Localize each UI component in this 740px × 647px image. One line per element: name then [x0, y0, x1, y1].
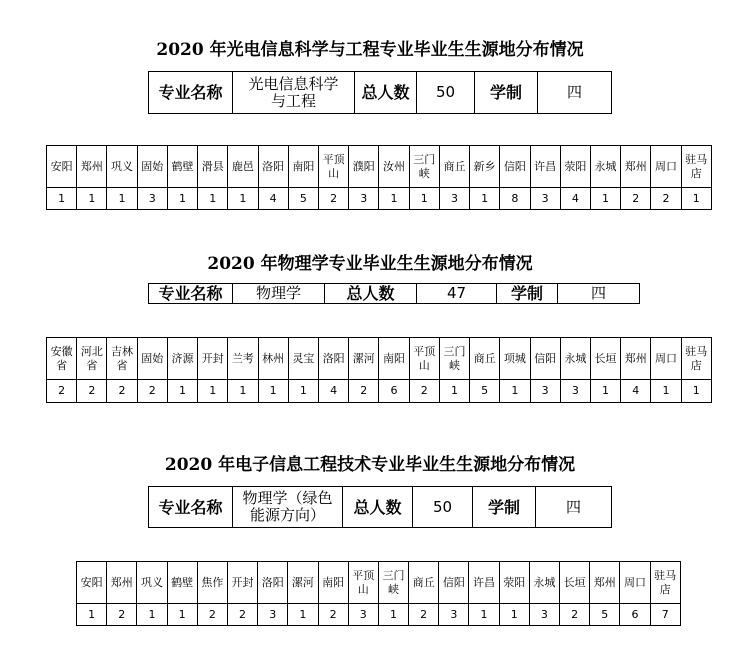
place-cell: 林州 [258, 338, 288, 380]
count-cell: 1 [378, 604, 408, 626]
count-cell: 8 [500, 188, 530, 210]
count-cell: 2 [621, 188, 651, 210]
count-cell: 3 [258, 604, 288, 626]
place-cell: 固始 [137, 338, 167, 380]
count-cell: 1 [107, 188, 137, 210]
place-cell: 永城 [560, 338, 590, 380]
place-row [77, 562, 681, 604]
place-cell: 洛阳 [258, 146, 288, 188]
place-cell: 商丘 [439, 146, 469, 188]
count-cell: 1 [288, 604, 318, 626]
place-cell: 南阳 [379, 338, 409, 380]
count-cell: 4 [560, 188, 590, 210]
place-cell: 永城 [590, 146, 620, 188]
count-cell: 7 [650, 604, 680, 626]
count-cell: 2 [318, 188, 348, 210]
place-cell: 荥阳 [560, 146, 590, 188]
count-cell: 1 [258, 380, 288, 403]
count-cell: 1 [77, 604, 107, 626]
place-cell: 南阳 [288, 146, 318, 188]
count-cell: 1 [469, 604, 499, 626]
count-cell: 2 [77, 380, 107, 403]
years-label: 学制 [473, 487, 536, 528]
count-cell: 1 [77, 188, 107, 210]
place-cell: 巩义 [107, 146, 137, 188]
count-cell: 1 [167, 188, 197, 210]
place-cell: 巩义 [137, 562, 167, 604]
count-cell: 2 [349, 380, 379, 403]
section-3-distribution-table [76, 561, 681, 626]
count-cell: 3 [560, 380, 590, 403]
major-label: 专业名称 [149, 284, 233, 304]
count-cell: 1 [590, 188, 620, 210]
count-cell: 1 [651, 380, 681, 403]
place-cell: 信阳 [439, 562, 469, 604]
count-cell: 2 [409, 604, 439, 626]
total-value: 50 [417, 72, 475, 114]
place-cell: 许昌 [530, 146, 560, 188]
place-cell: 长垣 [590, 338, 620, 380]
place-cell: 信阳 [530, 338, 560, 380]
count-cell: 1 [288, 380, 318, 403]
place-cell: 鹤壁 [167, 562, 197, 604]
place-cell: 三门峡 [439, 338, 469, 380]
count-cell: 3 [349, 188, 379, 210]
count-cell: 1 [47, 188, 77, 210]
count-row [77, 604, 681, 626]
section-1-info-table [148, 71, 612, 114]
place-cell: 郑州 [621, 146, 651, 188]
count-cell: 1 [167, 380, 197, 403]
count-cell: 1 [198, 188, 228, 210]
section-2-distribution-table [46, 337, 712, 403]
place-cell: 安阳 [77, 562, 107, 604]
place-cell: 驻马店 [681, 146, 711, 188]
place-cell: 平顶山 [348, 562, 378, 604]
count-cell: 6 [620, 604, 650, 626]
count-cell: 4 [258, 188, 288, 210]
place-cell: 平顶山 [409, 338, 439, 380]
place-cell: 漯河 [349, 338, 379, 380]
place-cell: 新乡 [470, 146, 500, 188]
count-cell: 1 [167, 604, 197, 626]
years-label: 学制 [497, 284, 558, 304]
count-cell: 6 [379, 380, 409, 403]
place-cell: 三门峡 [409, 146, 439, 188]
count-cell: 1 [228, 188, 258, 210]
place-cell: 平顶山 [318, 146, 348, 188]
place-cell: 郑州 [621, 338, 651, 380]
count-cell: 2 [197, 604, 227, 626]
section-3-info-table [148, 486, 612, 528]
place-cell: 永城 [529, 562, 559, 604]
place-cell: 郑州 [107, 562, 137, 604]
place-cell: 郑州 [590, 562, 620, 604]
place-cell: 长垣 [560, 562, 590, 604]
place-cell: 焦作 [197, 562, 227, 604]
major-value: 物理学 [233, 284, 325, 304]
total-label: 总人数 [343, 487, 413, 528]
count-cell: 2 [409, 380, 439, 403]
place-cell: 漯河 [288, 562, 318, 604]
section-1-title: 2020 年光电信息科学与工程专业毕业生生源地分布情况 [156, 40, 584, 60]
count-cell: 1 [137, 604, 167, 626]
years-value: 四 [538, 72, 612, 114]
place-cell: 开封 [198, 338, 228, 380]
place-cell: 荥阳 [499, 562, 529, 604]
count-cell: 5 [470, 380, 500, 403]
count-cell: 1 [379, 188, 409, 210]
place-cell: 固始 [137, 146, 167, 188]
place-cell: 吉林省 [107, 338, 137, 380]
place-cell: 项城 [500, 338, 530, 380]
count-cell: 5 [288, 188, 318, 210]
total-label: 总人数 [325, 284, 417, 304]
place-cell: 周口 [620, 562, 650, 604]
place-cell: 灵宝 [288, 338, 318, 380]
section-3-title: 2020 年电子信息工程技术专业毕业生生源地分布情况 [164, 455, 576, 475]
count-cell: 3 [348, 604, 378, 626]
major-label: 专业名称 [149, 72, 233, 114]
total-label: 总人数 [355, 72, 417, 114]
count-cell: 1 [228, 380, 258, 403]
count-cell: 1 [470, 188, 500, 210]
place-cell: 鹤壁 [167, 146, 197, 188]
count-cell: 5 [590, 604, 620, 626]
count-cell: 1 [409, 188, 439, 210]
place-cell: 兰考 [228, 338, 258, 380]
count-cell: 4 [318, 380, 348, 403]
count-row [47, 188, 712, 210]
place-row [47, 338, 712, 380]
place-cell: 洛阳 [258, 562, 288, 604]
count-cell: 3 [530, 188, 560, 210]
count-cell: 1 [681, 188, 711, 210]
place-cell: 驻马店 [650, 562, 680, 604]
count-cell: 1 [590, 380, 620, 403]
major-value: 物理学（绿色能源方向） [233, 487, 343, 528]
count-cell: 3 [530, 380, 560, 403]
count-cell: 3 [439, 188, 469, 210]
count-cell: 4 [621, 380, 651, 403]
years-label: 学制 [475, 72, 538, 114]
count-cell: 2 [560, 604, 590, 626]
count-cell: 3 [439, 604, 469, 626]
place-cell: 安阳 [47, 146, 77, 188]
total-value: 47 [417, 284, 497, 304]
years-value: 四 [536, 487, 612, 528]
section-2-title: 2020 年物理学专业毕业生生源地分布情况 [207, 254, 533, 274]
count-cell: 2 [318, 604, 348, 626]
count-cell: 1 [439, 380, 469, 403]
count-cell: 1 [198, 380, 228, 403]
count-cell: 2 [107, 604, 137, 626]
count-cell: 2 [227, 604, 257, 626]
place-cell: 南阳 [318, 562, 348, 604]
count-row [47, 380, 712, 403]
place-cell: 开封 [227, 562, 257, 604]
place-cell: 郑州 [77, 146, 107, 188]
place-cell: 鹿邑 [228, 146, 258, 188]
count-cell: 1 [681, 380, 711, 403]
major-value: 光电信息科学与工程 [233, 72, 355, 114]
count-cell: 2 [107, 380, 137, 403]
place-cell: 济源 [167, 338, 197, 380]
count-cell: 1 [500, 380, 530, 403]
place-cell: 安徽省 [47, 338, 77, 380]
count-cell: 2 [137, 380, 167, 403]
major-label: 专业名称 [149, 487, 233, 528]
place-cell: 周口 [651, 146, 681, 188]
place-cell: 许昌 [469, 562, 499, 604]
count-cell: 2 [47, 380, 77, 403]
place-cell: 濮阳 [349, 146, 379, 188]
place-cell: 汝州 [379, 146, 409, 188]
place-cell: 滑县 [198, 146, 228, 188]
section-2-info-table [148, 283, 640, 304]
count-cell: 1 [499, 604, 529, 626]
place-cell: 商丘 [409, 562, 439, 604]
place-cell: 驻马店 [681, 338, 711, 380]
total-value: 50 [413, 487, 473, 528]
place-cell: 信阳 [500, 146, 530, 188]
years-value: 四 [558, 284, 640, 304]
count-cell: 3 [137, 188, 167, 210]
place-cell: 洛阳 [318, 338, 348, 380]
count-cell: 3 [529, 604, 559, 626]
count-cell: 2 [651, 188, 681, 210]
place-cell: 河北省 [77, 338, 107, 380]
section-1-distribution-table [46, 145, 712, 210]
place-cell: 商丘 [470, 338, 500, 380]
place-row [47, 146, 712, 188]
place-cell: 周口 [651, 338, 681, 380]
place-cell: 三门峡 [378, 562, 408, 604]
